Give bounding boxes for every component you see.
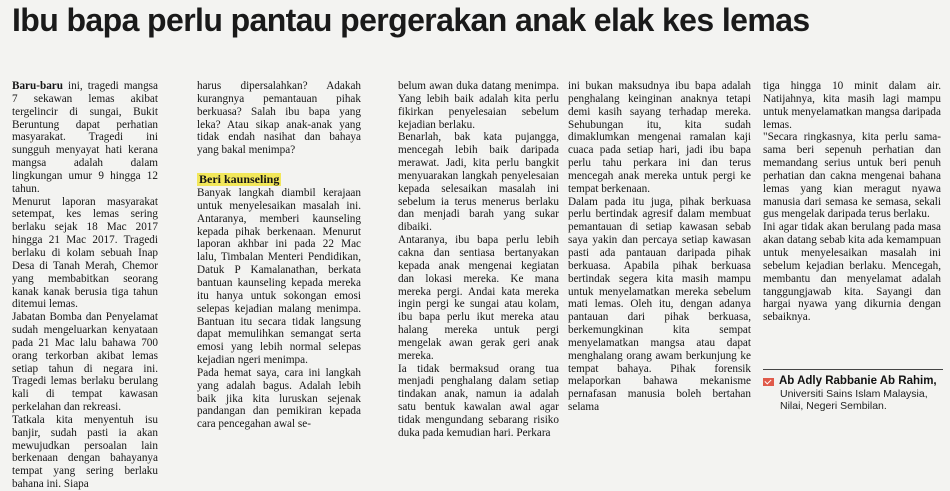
mail-icon bbox=[763, 378, 774, 386]
article-column-4 bbox=[568, 80, 751, 414]
paragraph: Ia tidak bermaksud orang tua menjadi penghalang dalam setiap tindakan anak, namun ia adalah satu bentuk kawalan awal agar tidak mengundang sebarang risiko duka pada kemudian hari. Perkara bbox=[398, 362, 559, 439]
paragraph-text: ini, tragedi mangsa 7 sekawan lemas akibat tergelincir di sungai, Bukit Beruntung dapat perhatian masyarakat. Tragedi ini sungguh menyayat hati kerana mangsa adalah dalam lingkungan umur 9 hingga 12 tahun. bbox=[12, 80, 158, 195]
article-headline: Ibu bapa perlu pantau pergerakan anak elak kes lemas bbox=[12, 2, 810, 38]
paragraph: Dalam pada itu juga, pihak berkuasa perlu bertindak agresif dalam membuat pemantauan di setiap kawasan sebab saya yakin dan percaya setiap kawasan pasti ada pantauan daripada pihak berkuasa. Apabila pihak berkuasa bertindak segera kita masih mampu untuk menyelamatkan mereka sebelum mati lemas. Oleh itu, dengan adanya pantauan dari pihak berkuasa, berkemungkinan kita sempat menyelamatkan mangsa atau dapat menghalang orang awam berkunjung ke tempat bahaya. Pihak forensik melaporkan bahawa mekanisme pernafasan manusia boleh bertahan selama bbox=[568, 195, 751, 414]
author-row bbox=[763, 375, 943, 387]
lead-word: Baru-baru bbox=[12, 80, 63, 92]
paragraph: tiga hingga 10 minit dalam air. Natijahnya, kita masih lagi mampu untuk menyelamatkan mangsa daripada lemas. bbox=[763, 80, 941, 131]
article-column-1 bbox=[12, 80, 158, 491]
paragraph: "Secara ringkasnya, kita perlu sama-sama beri sepenuh perhatian dan memandang serius untuk beri penuh perhatian dan cakna mengenai bahana lemas yang kian meragut nyawa manusia dari semasa ke semasa, sekali gus mengelak daripada terus berlaku. bbox=[763, 131, 941, 221]
author-divider bbox=[763, 369, 943, 370]
paragraph: Ini agar tidak akan berulang pada masa akan datang sebab kita ada kemampuan untuk menyelesaikan masalah ini sebelum kejadian berlaku. Mencegah, membantu dan menyelamat adalah tanggungjawab kita. Sayangi dan hargai nyawa yang dikurnia dengan sebaiknya. bbox=[763, 221, 941, 324]
paragraph: Menurut laporan masyarakat setempat, kes lemas sering berlaku sejak 18 Mac 2017 hingga 21 Mac 2017. Tragedi berlaku di kolam sebuah Inap Desa di Tanah Merah, Chemor yang membabitkan seorang kanak kanak berusia tiga tahun ditemui lemas. bbox=[12, 195, 158, 311]
paragraph bbox=[12, 80, 158, 196]
paragraph: Jabatan Bomba dan Penyelamat sudah mengeluarkan kenyataan pada 21 Mac lalu bahawa 700 orang terkorban akibat lemas setiap tahun di negara ini. Tragedi lemas berlaku berulang kali di tempat kawasan perkelahan dan rekreasi. bbox=[12, 311, 158, 414]
paragraph: Banyak langkah diambil kerajaan untuk menyelesaikan masalah ini. Antaranya, memberi kaunseling kepada pihak berkenaan. Menurut laporan akhbar ini pada 22 Mac lalu, Timbalan Menteri Pendidikan, Datuk P Kamalanathan, berkata bantuan kaunseling kepada mereka itu hanya untuk sokongan emosi selepas kejadian malang menimpa. Bantuan itu secara tidak langsung dapat memulihkan semangat serta emosi yang lebih normal selepas kejadian ngeri menimpa. bbox=[197, 187, 361, 367]
paragraph: Antaranya, ibu bapa perlu lebih cakna dan sentiasa bertanyakan kepada anak mengenai kegiatan dan lokasi mereka. Ke mana mereka pergi. Andai kata mereka ingin pergi ke sungai atau kolam, ibu bapa perlu ikut mereka atau halang mereka untuk pergi mengelak awan gerak geri anak mereka. bbox=[398, 234, 559, 362]
paragraph: Pada hemat saya, cara ini langkah yang adalah bagus. Adalah lebih baik jika kita luruskan sejenak pandangan dan pemikiran kepada cara pencegahan awal se- bbox=[197, 366, 361, 431]
paragraph: Tatkala kita menyentuh isu banjir, sudah pasti ia akan mewujudkan persoalan lain berkenaan dengan bahayanya tempat yang sering berlaku bahana ini. Siapa bbox=[12, 413, 158, 491]
author-affiliation: Universiti Sains Islam Malaysia, Nilai, Negeri Sembilan. bbox=[780, 388, 928, 412]
author-block bbox=[763, 369, 943, 412]
paragraph: ini bukan maksudnya ibu bapa adalah penghalang keinginan anaknya tetapi demi kasih sayang terhadap mereka. Sehubungan itu, kita sudah dimaklumkan mengenai ramalan kaji cuaca pada setiap hari, jadi ibu bapa perlu tahu perkara ini dan terus mencegah anak mereka untuk pergi ke tempat berkenaan. bbox=[568, 80, 751, 195]
author-name: Ab Adly Rabbanie Ab Rahim, bbox=[779, 375, 937, 387]
article-column-5 bbox=[763, 80, 941, 324]
paragraph: Benarlah, bak kata pujangga, mencegah lebih baik daripada merawat. Jadi, kita perlu bangkit menyuarakan langkah penyelesaian kepada selesaikan masalah ini sebelum ia terus menerus berlaku dan menjadi barah yang sukar dibaiki. bbox=[398, 131, 559, 234]
section-subheading: Beri kaunseling bbox=[199, 172, 280, 187]
article-column-3 bbox=[398, 80, 559, 440]
paragraph: belum awan duka datang menimpa. Yang lebih baik adalah kita perlu fikirkan penyelesaian sebelum kejadian berlaku. bbox=[398, 80, 559, 131]
paragraph: harus dipersalahkan? Adakah kurangnya pemantauan pihak berkuasa? Salah ibu bapa yang leka? Atau sikap anak-anak yang tidak endah nasihat dan bahaya yang bakal menimpa? bbox=[197, 80, 361, 157]
article-column-2 bbox=[197, 80, 361, 431]
